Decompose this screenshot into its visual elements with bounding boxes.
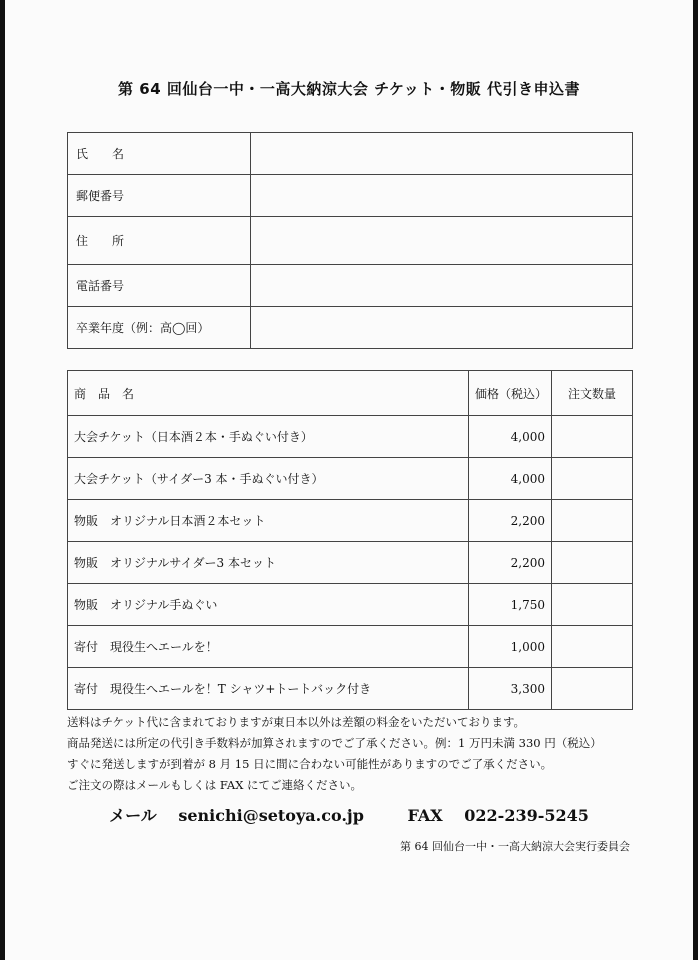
table-row bbox=[68, 626, 633, 668]
item-name: 寄付 現役生へエールを！T シャツ+トートバック付き bbox=[68, 668, 469, 710]
quantity-field[interactable] bbox=[552, 626, 633, 668]
quantity-field[interactable] bbox=[552, 542, 633, 584]
table-row bbox=[68, 584, 633, 626]
item-name: 物販 オリジナル日本酒２本セット bbox=[68, 500, 469, 542]
address-field[interactable] bbox=[251, 217, 633, 265]
item-price: 2,200 bbox=[469, 542, 552, 584]
quantity-field[interactable] bbox=[552, 458, 633, 500]
table-row bbox=[68, 458, 633, 500]
item-name: 寄付 現役生へエールを！ bbox=[68, 626, 469, 668]
info-row-address bbox=[68, 217, 633, 265]
info-label: 電話番号 bbox=[68, 265, 251, 307]
item-price: 1,750 bbox=[469, 584, 552, 626]
item-price: 2,200 bbox=[469, 500, 552, 542]
note-line: 商品発送には所定の代引き手数料が加算されますのでご了承ください。例：1 万円未満 330 円（税込） bbox=[67, 736, 602, 750]
item-name: 大会チケット（サイダー3 本・手ぬぐい付き） bbox=[68, 458, 469, 500]
info-row-name bbox=[68, 133, 633, 175]
order-items-table bbox=[67, 370, 633, 710]
quantity-field[interactable] bbox=[552, 416, 633, 458]
info-row-postal bbox=[68, 175, 633, 217]
phone-field[interactable] bbox=[251, 265, 633, 307]
quantity-field[interactable] bbox=[552, 668, 633, 710]
table-row bbox=[68, 416, 633, 458]
fax-number: 022-239-5245 bbox=[464, 806, 589, 825]
info-label: 住 所 bbox=[68, 217, 251, 265]
mail-label: メール bbox=[109, 806, 157, 825]
column-header-name: 商 品 名 bbox=[68, 371, 469, 416]
mail-address[interactable]: senichi@setoya.co.jp bbox=[178, 806, 364, 825]
postal-code-field[interactable] bbox=[251, 175, 633, 217]
item-name: 大会チケット（日本酒２本・手ぬぐい付き） bbox=[68, 416, 469, 458]
item-price: 4,000 bbox=[469, 458, 552, 500]
table-header-row bbox=[68, 371, 633, 416]
organizer-footer: 第 64 回仙台一中・一高大納涼大会実行委員会 bbox=[400, 840, 630, 853]
info-label: 郵便番号 bbox=[68, 175, 251, 217]
quantity-field[interactable] bbox=[552, 500, 633, 542]
info-label: 卒業年度（例：高◯回） bbox=[68, 307, 251, 349]
contact-line bbox=[0, 803, 698, 826]
column-header-price: 価格（税込） bbox=[469, 371, 552, 416]
note-line: ご注文の際はメールもしくは FAX にてご連絡ください。 bbox=[67, 778, 363, 792]
info-row-phone bbox=[68, 265, 633, 307]
notes-section bbox=[67, 712, 667, 796]
item-name: 物販 オリジナルサイダー3 本セット bbox=[68, 542, 469, 584]
info-row-graduation bbox=[68, 307, 633, 349]
note-line: 送料はチケット代に含まれておりますが東日本以外は差額の料金をいただいております。 bbox=[67, 715, 526, 729]
item-name: 物販 オリジナル手ぬぐい bbox=[68, 584, 469, 626]
name-field[interactable] bbox=[251, 133, 633, 175]
item-price: 4,000 bbox=[469, 416, 552, 458]
item-price: 3,300 bbox=[469, 668, 552, 710]
applicant-info-table bbox=[67, 132, 633, 349]
table-row bbox=[68, 500, 633, 542]
quantity-field[interactable] bbox=[552, 584, 633, 626]
item-price: 1,000 bbox=[469, 626, 552, 668]
note-line: すぐに発送しますが到着が 8 月 15 日に間に合わない可能性がありますのでご了承ください。 bbox=[67, 757, 553, 771]
table-row bbox=[68, 668, 633, 710]
fax-label: FAX bbox=[407, 806, 443, 825]
info-label: 氏 名 bbox=[68, 133, 251, 175]
graduation-year-field[interactable] bbox=[251, 307, 633, 349]
table-row bbox=[68, 542, 633, 584]
page-title: 第 64 回仙台一中・一高大納涼大会 チケット・物販 代引き申込書 bbox=[118, 80, 580, 98]
column-header-qty: 注文数量 bbox=[552, 371, 633, 416]
